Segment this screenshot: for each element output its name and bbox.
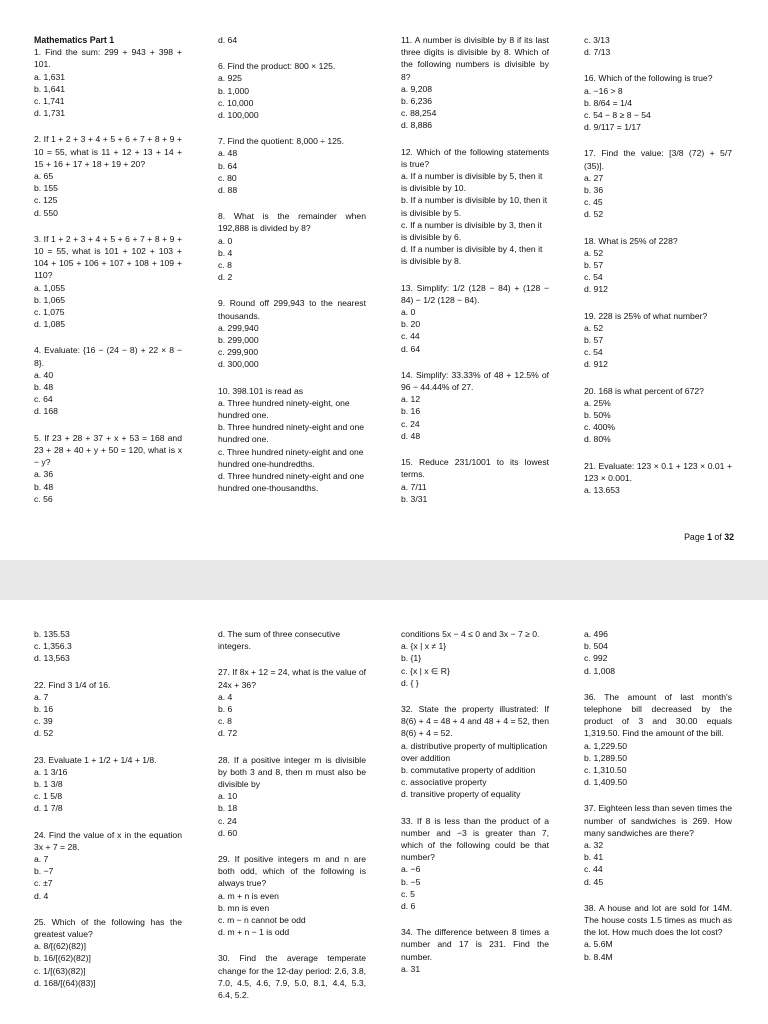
question-stem: 15. Reduce 231/1001 to its lowest terms. (401, 457, 549, 480)
answer-option: a. 52 (584, 322, 604, 333)
question-stem: 37. Eighteen less than seven times the number of sandwiches is 269. How many sandwiches are there? (584, 803, 732, 838)
question-stem: 20. 168 is what percent of 672? (584, 385, 704, 396)
question-stem: 11. A number is divisible by 8 if its last three digits is divisible by 8. Which of the following numbers is divisible by 8? (401, 35, 549, 82)
answer-option: c. {x | x ∈ R} (401, 665, 450, 676)
answer-option: a. If a number is divisible by 5, then it is divisible by 10. (401, 171, 543, 194)
question-stem: 4. Evaluate: {16 − (24 − 8) + 22 × 8 − 8}. (34, 345, 182, 368)
answer-option: b. 135.53 (34, 629, 70, 639)
question-block (34, 46, 182, 119)
question-stem: 19. 228 is 25% of what number? (584, 310, 708, 321)
question-block (218, 853, 366, 938)
answer-option: c. 56 (34, 493, 53, 504)
answer-option: d. 100,000 (218, 110, 259, 121)
answer-option: a. m + n is even (218, 890, 279, 901)
answer-option: c. 3/13 (584, 35, 610, 45)
answer-option: c. 24 (401, 418, 420, 429)
answer-option: b. 6,236 (401, 96, 433, 107)
answer-option: d. 60 (218, 827, 238, 838)
answer-option: a. distributive property of multiplication over addition (401, 740, 548, 763)
question-block (34, 679, 182, 740)
answer-option: d. 80% (584, 434, 611, 445)
question-block (584, 310, 732, 371)
page2-column-3 (401, 628, 549, 989)
answer-option: c. 54 − 8 ≥ 8 − 54 (584, 110, 651, 121)
question-stem: conditions 5x − 4 ≤ 0 and 3x − 7 ≥ 0. (401, 629, 540, 639)
answer-option: b. 1,641 (34, 83, 66, 94)
question-stem: 17. Find the value: [3/8 (72) + 5/7 (35)]. (584, 148, 732, 171)
answer-option: d. 1,008 (584, 665, 616, 676)
answer-option: a. 1,631 (34, 71, 66, 82)
answer-option: c. m − n cannot be odd (218, 915, 306, 926)
page2-column-1 (34, 628, 182, 1003)
answer-option: a. 36 (34, 469, 54, 480)
answer-option: c. 1,356.3 (34, 641, 72, 652)
answer-option: a. 7/11 (401, 481, 427, 492)
answer-option: a. 1 3/16 (34, 766, 68, 777)
answer-option: c. 54 (584, 272, 603, 283)
answer-option: d. 52 (34, 728, 54, 739)
answer-option: b. 57 (584, 260, 604, 271)
question-block (218, 628, 366, 652)
answer-option: a. {x | x ≠ 1} (401, 641, 447, 652)
answer-option: a. 12 (401, 394, 421, 405)
question-stem: 25. Which of the following has the greatest value? (34, 916, 182, 940)
question-block (218, 385, 366, 495)
question-stem: 12. Which of the following statements is true? (401, 146, 549, 169)
answer-option: b. 16/[(62)(82)] (34, 953, 91, 964)
answer-option: b. 1,065 (34, 294, 66, 305)
question-block (218, 754, 366, 839)
answer-option: c. 5 (401, 888, 415, 899)
answer-option: d. 912 (584, 284, 608, 295)
answer-option: a. 8/[(62)(82)] (34, 941, 87, 952)
answer-option: c. ±7 (34, 878, 53, 889)
question-stem: 32. State the property illustrated: If 8(6) + 4 = 48 + 4 and 48 + 4 = 52, then 8(6) + 4 = 52. (401, 704, 549, 739)
answer-option: a. 496 (584, 629, 608, 639)
answer-option: a. Three hundred ninety-eight, one hundred one. (218, 397, 350, 421)
question-block (584, 902, 732, 963)
answer-option: a. 13.653 (584, 485, 620, 496)
question-stem: 1. Find the sum: 299 + 943 + 398 + 101. (34, 47, 182, 70)
answer-option: b. commutative property of addition (401, 765, 536, 776)
question-block (584, 460, 732, 497)
answer-option: a. 48 (218, 148, 238, 159)
question-block (401, 146, 549, 268)
answer-option: c. 44 (401, 331, 420, 342)
answer-option: d. 168/[(64)(83)] (34, 977, 96, 988)
question-block (401, 282, 549, 355)
question-block (218, 135, 366, 196)
question-stem: 18. What is 25% of 228? (584, 235, 678, 246)
answer-option: c. 80 (218, 172, 237, 183)
answer-option: c. 1,310.50 (584, 765, 627, 776)
question-stem: 23. Evaluate 1 + 1/2 + 1/4 + 1/8. (34, 754, 157, 765)
answer-option: d. 48 (401, 430, 421, 441)
page-total: 32 (724, 532, 734, 542)
question-block (584, 385, 732, 446)
answer-option: c. 54 (584, 347, 603, 358)
question-block (584, 147, 732, 220)
question-stem: 13. Simplify: 1/2 (128 − 84) + (128 − 84) − 1/2 (128 − 84). (401, 282, 549, 305)
answer-option: b. 6 (218, 704, 233, 715)
question-stem: 29. If positive integers m and n are both odd, which of the following is always true? (218, 854, 366, 889)
answer-option: d. Three hundred ninety-eight and one hundred one-thousandths. (218, 471, 365, 494)
answer-option: c. If a number is divisible by 3, then it is divisible by 6. (401, 219, 542, 243)
question-stem: 10. 398.101 is read as (218, 385, 304, 396)
question-block (218, 952, 366, 1001)
question-block (401, 628, 549, 689)
answer-option: a. 25% (584, 397, 611, 408)
question-block (34, 628, 182, 665)
answer-option: b. If a number is divisible by 10, then it is divisible by 5. (401, 195, 548, 218)
answer-option: a. 65 (34, 171, 54, 182)
answer-option: b. 16 (34, 704, 54, 715)
answer-option: d. If a number is divisible by 4, then it is divisible by 8. (401, 244, 543, 267)
answer-option: c. 1/[(63)(82)] (34, 965, 86, 976)
answer-option: d. transitive property of equality (401, 789, 521, 800)
question-block (34, 133, 182, 218)
answer-option: a. 5.6M (584, 939, 613, 950)
answer-option: b. 16 (401, 406, 421, 417)
question-block (584, 628, 732, 677)
answer-option: b. 48 (34, 481, 54, 492)
answer-option: d. 64 (401, 343, 421, 354)
question-block (34, 344, 182, 417)
answer-option: a. 40 (34, 369, 54, 380)
question-stem: 27. If 8x + 12 = 24, what is the value of 24x + 36? (218, 667, 366, 690)
answer-option: d. 88 (218, 185, 238, 196)
question-block (34, 432, 182, 505)
question-stem: 7. Find the quotient: 8,000 ÷ 125. (218, 136, 345, 147)
answer-option: a. 32 (584, 840, 604, 851)
answer-option: c. 24 (218, 815, 237, 826)
answer-option: b. 8.4M (584, 951, 613, 962)
question-block (584, 34, 732, 58)
question-block (401, 369, 549, 442)
question-block (401, 926, 549, 975)
question-block (218, 210, 366, 283)
question-stem: 2. If 1 + 2 + 3 + 4 + 5 + 6 + 7 + 8 + 9 + 10 = 55, what is 11 + 12 + 13 + 14 + 15 + 16 + 17 + 18 + 19 + 20? (34, 134, 182, 169)
answer-option: b. 299,000 (218, 335, 259, 346)
question-block (218, 34, 366, 46)
answer-option: d. 1,085 (34, 319, 66, 330)
question-stem: 30. Find the average temperate change for the 12-day period: 2.6, 3.8, 7.0, 4.5, 4.6, 7.9, 5.0, 8.1, 4.4, 5.3, 6.4, 5.2. (218, 953, 366, 1001)
answer-option: b. 1 3/8 (34, 779, 63, 790)
answer-option: a. −6 (401, 864, 421, 875)
answer-option: c. 44 (584, 864, 603, 875)
question-block (218, 60, 366, 121)
answer-option: b. 36 (584, 185, 604, 196)
answer-option: c. 400% (584, 422, 616, 433)
answer-option: c. 992 (584, 653, 608, 664)
question-stem: 9. Round off 299,943 to the nearest thousands. (218, 298, 366, 321)
answer-option: d. The sum of three consecutive integers. (218, 629, 341, 652)
question-stem: 22. Find 3 1/4 of 16. (34, 679, 111, 690)
question-stem: 38. A house and lot are sold for 14M. The house costs 1.5 times as much as the lot. How much does the lot cost? (584, 902, 732, 938)
question-block (34, 916, 182, 989)
page1-column-3 (401, 34, 549, 519)
question-block (584, 235, 732, 296)
answer-option: d. 6 (401, 901, 416, 912)
question-stem: 24. Find the value of x in the equation 3x + 7 = 28. (34, 829, 182, 852)
page1-column-4 (584, 34, 732, 510)
answer-option: c. 64 (34, 394, 53, 405)
answer-option: b. 504 (584, 641, 608, 652)
answer-option: d. 9/117 = 1/17 (584, 122, 641, 133)
answer-option: b. −5 (401, 876, 421, 887)
question-stem: 21. Evaluate: 123 × 0.1 + 123 × 0.01 + 123 × 0.001. (584, 460, 732, 483)
answer-option: d. 72 (218, 728, 238, 739)
page-2 (0, 600, 768, 1024)
answer-option: a. 1,055 (34, 282, 66, 293)
answer-option: d. 45 (584, 876, 604, 887)
page-label: Page (684, 532, 708, 542)
answer-option: c. Three hundred ninety-eight and one hundred one-hundredths. (218, 446, 364, 469)
answer-option: b. Three hundred ninety-eight and one hundred one. (218, 422, 365, 445)
answer-option: d. 300,000 (218, 359, 259, 370)
answer-option: d. 13,563 (34, 653, 70, 664)
answer-option: a. 7 (34, 691, 49, 702)
answer-option: c. 10,000 (218, 97, 254, 108)
answer-option: c. 88,254 (401, 108, 437, 119)
question-stem: 8. What is the remainder when 192,888 is divided by 8? (218, 211, 366, 234)
question-stem: 28. If a positive integer m is divisible by both 3 and 8, then m must also be divisible by (218, 754, 366, 790)
question-stem: 36. The amount of last month's telephone bill decreased by the product of 3 and 30.00 equals 1,319.50. Find the amount of the bill. (584, 691, 732, 739)
answer-option: c. 125 (34, 195, 58, 206)
question-block (401, 815, 549, 913)
answer-option: d. 168 (34, 406, 58, 417)
answer-option: a. 4 (218, 691, 233, 702)
question-stem: 14. Simplify: 33.33% of 48 + 12.5% of 96 − 44.44% of 27. (401, 369, 549, 393)
answer-option: c. 8 (218, 716, 232, 727)
answer-option: d. m + n − 1 is odd (218, 927, 290, 938)
answer-option: b. 50% (584, 410, 611, 421)
question-block (401, 703, 549, 801)
question-stem: 6. Find the product: 800 × 125. (218, 61, 336, 72)
answer-option: a. 299,940 (218, 322, 259, 333)
question-block (34, 233, 182, 331)
answer-option: a. 1,229.50 (584, 740, 628, 751)
answer-option: b. 8/64 = 1/4 (584, 97, 633, 108)
answer-option: b. 41 (584, 852, 604, 863)
question-stem: 34. The difference between 8 times a number and 17 is 231. Find the number. (401, 927, 549, 962)
page2-column-4 (584, 628, 732, 977)
question-block (218, 666, 366, 739)
answer-option: c. 1 5/8 (34, 791, 63, 802)
answer-option: d. 1,409.50 (584, 777, 628, 788)
answer-option: b. 1,289.50 (584, 752, 628, 763)
answer-option: b. mn is even (218, 902, 270, 913)
answer-option: b. −7 (34, 866, 54, 877)
page2-column-2 (218, 628, 366, 1015)
page1-column-2 (218, 34, 366, 509)
answer-option: a. 0 (401, 307, 416, 318)
question-stem: 33. If 8 is less than the product of a number and −3 is greater than 7, which of the following could be that number? (401, 815, 549, 863)
question-stem: 3. If 1 + 2 + 3 + 4 + 5 + 6 + 7 + 8 + 9 + 10 = 55, what is 101 + 102 + 103 + 104 + 105 + 106 + 107 + 108 + 109 + 110? (34, 233, 182, 281)
question-block (401, 34, 549, 132)
document-title: Mathematics Part 1 (34, 35, 115, 45)
answer-option: b. 57 (584, 335, 604, 346)
answer-option: c. 1,075 (34, 307, 65, 318)
answer-option: d. 2 (218, 272, 233, 283)
question-block (218, 297, 366, 370)
answer-option: c. 1,741 (34, 96, 65, 107)
answer-option: c. associative property (401, 777, 487, 788)
answer-option: c. 39 (34, 716, 53, 727)
answer-option: a. 27 (584, 172, 604, 183)
answer-option: c. 45 (584, 197, 603, 208)
answer-option: d. 912 (584, 359, 608, 370)
answer-option: d. 64 (218, 35, 238, 45)
page-number (650, 532, 734, 542)
answer-option: b. 18 (218, 803, 238, 814)
answer-option: a. 52 (584, 247, 604, 258)
page-current: 1 (707, 532, 712, 542)
question-block (34, 754, 182, 815)
question-block (584, 72, 732, 133)
answer-option: b. 20 (401, 319, 421, 330)
question-block (401, 456, 549, 505)
answer-option: a. 925 (218, 73, 242, 84)
answer-option: a. 0 (218, 235, 233, 246)
answer-option: b. 1,000 (218, 85, 250, 96)
answer-option: b. 155 (34, 183, 58, 194)
answer-option: c. 8 (218, 260, 232, 271)
answer-option: d. 4 (34, 890, 49, 901)
question-stem: 16. Which of the following is true? (584, 73, 713, 84)
answer-option: a. 9,208 (401, 83, 433, 94)
answer-option: a. −16 > 8 (584, 85, 623, 96)
answer-option: c. 299,900 (218, 347, 259, 358)
page1-column-1 (34, 34, 182, 519)
answer-option: b. 3/31 (401, 493, 428, 504)
answer-option: d. 8,886 (401, 120, 433, 131)
answer-option: a. 10 (218, 791, 238, 802)
answer-option: d. 1 7/8 (34, 803, 63, 814)
answer-option: d. 550 (34, 207, 58, 218)
answer-option: d. 52 (584, 209, 604, 220)
answer-option: a. 31 (401, 963, 421, 974)
answer-option: a. 7 (34, 854, 49, 865)
answer-option: b. 4 (218, 247, 233, 258)
answer-option: d. { } (401, 677, 419, 688)
answer-option: d. 7/13 (584, 47, 611, 58)
answer-option: b. 48 (34, 382, 54, 393)
page-of: of (711, 532, 725, 542)
answer-option: b. 64 (218, 160, 238, 171)
question-block (584, 802, 732, 887)
question-block (584, 691, 732, 789)
question-stem: 5. If 23 + 28 + 37 + x + 53 = 168 and 23 + 28 + 40 + y + 50 = 120, what is x − y? (34, 432, 182, 468)
question-block (34, 829, 182, 902)
answer-option: b. {1} (401, 653, 422, 664)
answer-option: d. 1,731 (34, 108, 66, 119)
